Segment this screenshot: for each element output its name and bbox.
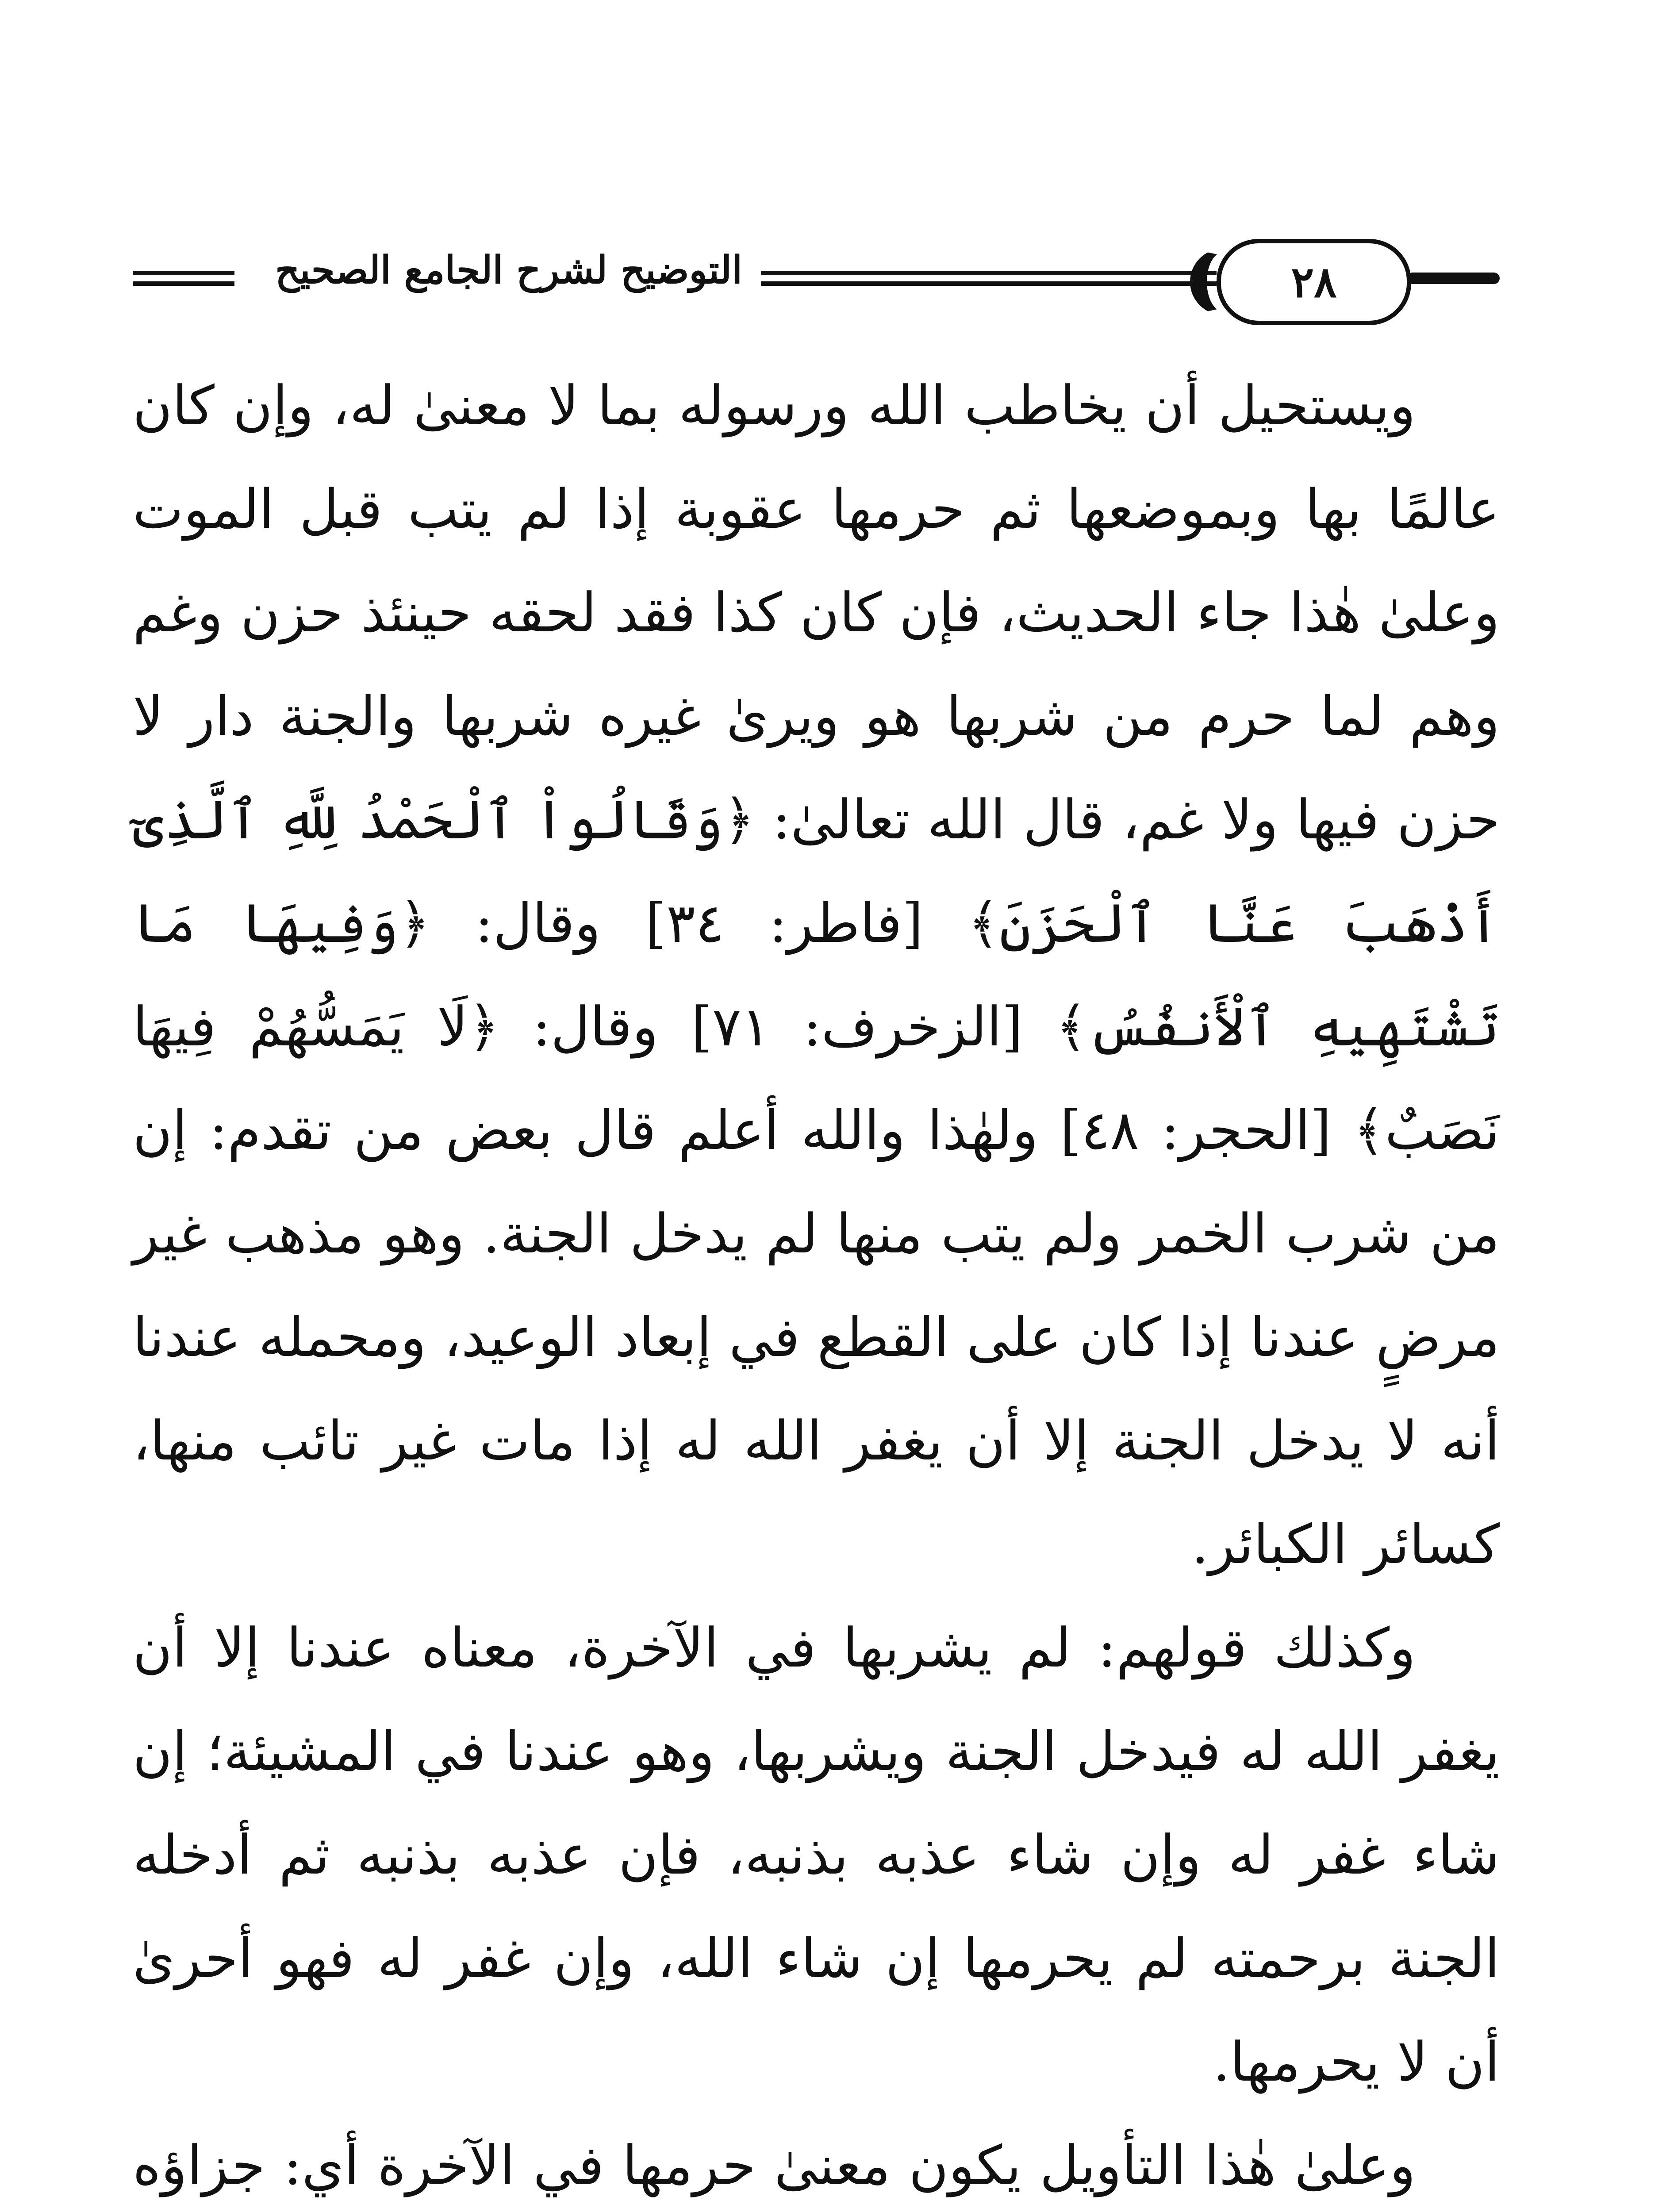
quran-verse: ﴿وَقَالُواْ ٱلْحَمْدُ لِلَّهِ ٱلَّذِىٓ أَذْهَبَ عَنَّا ٱلْحَزَنَ﴾ — [133, 788, 1500, 955]
page-number: ٢٨ — [1291, 257, 1337, 307]
main-text — [133, 354, 1500, 2212]
paragraph — [133, 1596, 1500, 2114]
page-header — [133, 230, 1500, 336]
paragraph — [133, 354, 1500, 1596]
badge-tail — [1407, 273, 1500, 284]
text-run: ويستحيل أن يخاطب الله ورسوله بما لا معنىٰ له، وإن كان عالمًا بها وبموضعها ثم حرمها عقوبة إذا لم يتب قبل الموت وعلىٰ هٰذا جاء الحديث، فإن كان كذا فقد لحقه حينئذ حزن وغم وهم لما حرم من شربها هو ويرىٰ غيره شربها والجنة دار لا حزن فيها ولا غم، قال الله تعالىٰ: — [133, 374, 1500, 851]
header-rule-left — [133, 271, 234, 286]
text-run: وعلىٰ هٰذا التأويل يكون معنىٰ حرمها في الآخرة أي: جزاؤه — [133, 2134, 1416, 2197]
quran-verse: ﴿وَفِيهَا مَا تَشْتَهِيهِ ٱلْأَنفُسُ﴾ — [133, 892, 1500, 1058]
text-run: [الزخرف: ٧١] وقال: — [499, 995, 1056, 1058]
page-number-badge — [1217, 239, 1411, 325]
text-run: [فاطر: ٣٤] وقال: — [430, 892, 968, 955]
badge-ornament — [1190, 249, 1256, 315]
quran-verse: ﴿لَا يَمَسُّهُمْ فِيهَا نَصَبٌ﴾ — [133, 995, 1500, 1162]
header-rule-right — [761, 271, 1217, 286]
running-title: التوضيح لشرح الجامع الصحيح — [275, 248, 742, 292]
text-run: [الحجر: ٤٨] ولهٰذا والله أعلم قال بعض من تقدم: إن من شرب الخمر ولم يتب منها لم يدخل الجنة. وهو مذهب غير مرضٍ عندنا إذا كان على القطع في إبعاد الوعيد، ومحمله عندنا أنه لا يدخل الجنة إلا أن يغفر الله له إذا مات غير تائب منها، كسائر الكبائر. — [133, 1099, 1500, 1576]
text-run: وكذلك قولهم: لم يشربها في الآخرة، معناه عندنا إلا أن يغفر الله له فيدخل الجنة ويشربها، وهو عندنا في المشيئة؛ إن شاء غفر له وإن شاء عذبه بذنبه، فإن عذبه بذنبه ثم أدخله الجنة برحمته لم يحرمها إن شاء الله، وإن غفر له فهو أحرىٰ أن لا يحرمها. — [133, 1617, 1500, 2093]
paragraph — [133, 2114, 1500, 2212]
